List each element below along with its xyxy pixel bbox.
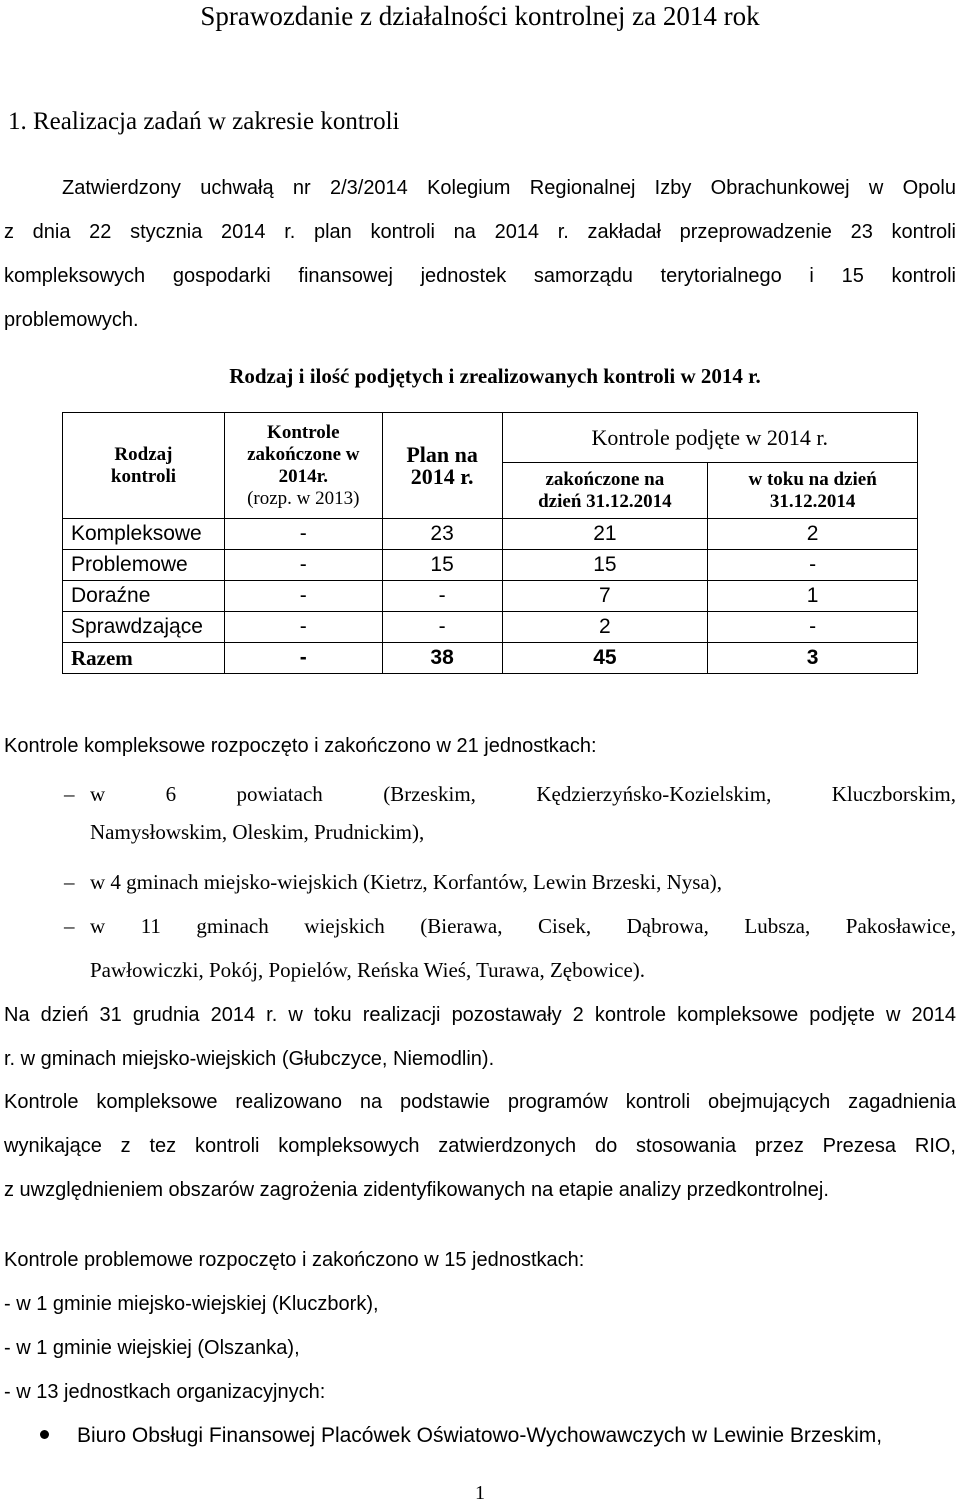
header-completed-prev-note: (rozp. w 2013) [247, 487, 360, 509]
header-completed-prev [224, 413, 382, 519]
table-row [63, 612, 918, 643]
cell-finished: 21 [502, 519, 708, 550]
cell-finished: 45 [502, 643, 708, 674]
complex-item-line: Pawłowiczki, Pokój, Popielów, Reńska Wieś, Turawa, Zębowice). [90, 958, 646, 982]
programs-line: Kontrole kompleksowe realizowano na podstawie programów kontroli obejmujących zagadnienia [4, 1091, 956, 1113]
complex-item [64, 772, 956, 854]
status-line: Na dzień 31 grudnia 2014 r. w toku realizacji pozostawały 2 kontrole kompleksowe podjęte w 2014 [4, 1004, 956, 1026]
header-plan: Plan na 2014 r. [382, 413, 502, 519]
cell-type: Kompleksowe [63, 519, 225, 550]
complex-item-line: w 4 gminach miejsko-wiejskich (Kietrz, Korfantów, Lewin Brzeski, Nysa), [90, 870, 722, 894]
dash-icon: – [64, 914, 75, 938]
header-type: Rodzaj kontroli [63, 413, 225, 519]
table-row-total [63, 643, 918, 674]
complex-item [64, 904, 956, 992]
cell-plan: 38 [382, 643, 502, 674]
cell-plan: - [382, 581, 502, 612]
complex-intro: Kontrole kompleksowe rozpoczęto i zakończono w 21 jednostkach: [4, 735, 597, 757]
problem-intro: Kontrole problemowe rozpoczęto i zakończono w 15 jednostkach: [4, 1249, 585, 1271]
complex-item-line: Namysłowskim, Oleskim, Prudnickim), [90, 820, 425, 844]
table-row [63, 519, 918, 550]
bullet-item [40, 1424, 882, 1448]
cell-type: Sprawdzające [63, 612, 225, 643]
problem-item: - w 13 jednostkach organizacyjnych: [4, 1381, 326, 1403]
programs-line: wynikające z tez kontroli kompleksowych zatwierdzonych do stosowania przez Prezesa RIO, [4, 1135, 956, 1157]
header-completed-prev-label: Kontrole zakończone w 2014r. [247, 421, 360, 487]
cell-finished: 2 [502, 612, 708, 643]
cell-type: Doraźne [63, 581, 225, 612]
complex-item-line: w 11 gminach wiejskich (Bierawa, Cisek, Dąbrowa, Lubsza, Pakosławice, [90, 914, 956, 938]
page-title: Sprawozdanie z działalności kontrolnej za 2014 rok [200, 1, 760, 31]
complex-item [64, 860, 956, 904]
cell-finished: 15 [502, 550, 708, 581]
status-paragraph [4, 993, 956, 1081]
cell-type: Razem [63, 643, 225, 674]
intro-paragraph [4, 166, 956, 342]
cell-prev: - [224, 581, 382, 612]
cell-prev: - [224, 643, 382, 674]
programs-line: z uwzględnieniem obszarów zagrożenia zidentyfikowanych na etapie analizy przedkontrolnej. [4, 1179, 829, 1201]
intro-line: z dnia 22 stycznia 2014 r. plan kontroli na 2014 r. zakładał przeprowadzenie 23 kontroli [4, 221, 956, 243]
table-row [63, 550, 918, 581]
cell-plan: 15 [382, 550, 502, 581]
cell-prev: - [224, 550, 382, 581]
intro-line: Zatwierdzony uchwałą nr 2/3/2014 Kolegium Regionalnej Izby Obrachunkowej w Opolu [62, 177, 956, 199]
table-caption: Rodzaj i ilość podjętych i zrealizowanych kontroli w 2014 r. [229, 364, 761, 388]
cell-prev: - [224, 519, 382, 550]
cell-ongoing: 3 [708, 643, 918, 674]
cell-ongoing: 1 [708, 581, 918, 612]
intro-line: kompleksowych gospodarki finansowej jednostek samorządu terytorialnego i 15 kontroli [4, 265, 956, 287]
table-row [63, 581, 918, 612]
page-number: 1 [475, 1482, 485, 1504]
dash-icon: – [64, 870, 75, 894]
cell-plan: - [382, 612, 502, 643]
header-ongoing: w toku na dzień 31.12.2014 [708, 463, 918, 519]
programs-paragraph [4, 1080, 956, 1212]
complex-item-line: w 6 powiatach (Brzeskim, Kędzierzyńsko-Kozielskim, Kluczborskim, [90, 782, 956, 806]
problem-item: - w 1 gminie miejsko-wiejskiej (Kluczbork), [4, 1293, 379, 1315]
cell-finished: 7 [502, 581, 708, 612]
cell-type: Problemowe [63, 550, 225, 581]
controls-table [62, 412, 918, 674]
intro-line: problemowych. [4, 309, 139, 331]
section-heading: 1. Realizacja zadań w zakresie kontroli [8, 108, 400, 135]
header-started: Kontrole podjęte w 2014 r. [502, 413, 918, 463]
bullet-icon [40, 1430, 49, 1439]
bullet-item-text: Biuro Obsługi Finansowej Placówek Oświatowo-Wychowawczych w Lewinie Brzeskim, [77, 1424, 883, 1447]
cell-plan: 23 [382, 519, 502, 550]
cell-ongoing: 2 [708, 519, 918, 550]
status-line: r. w gminach miejsko-wiejskich (Głubczyce, Niemodlin). [4, 1048, 495, 1070]
cell-prev: - [224, 612, 382, 643]
problem-item: - w 1 gminie wiejskiej (Olszanka), [4, 1337, 300, 1359]
cell-ongoing: - [708, 612, 918, 643]
header-finished: zakończone na dzień 31.12.2014 [502, 463, 708, 519]
dash-icon: – [64, 782, 75, 806]
cell-ongoing: - [708, 550, 918, 581]
